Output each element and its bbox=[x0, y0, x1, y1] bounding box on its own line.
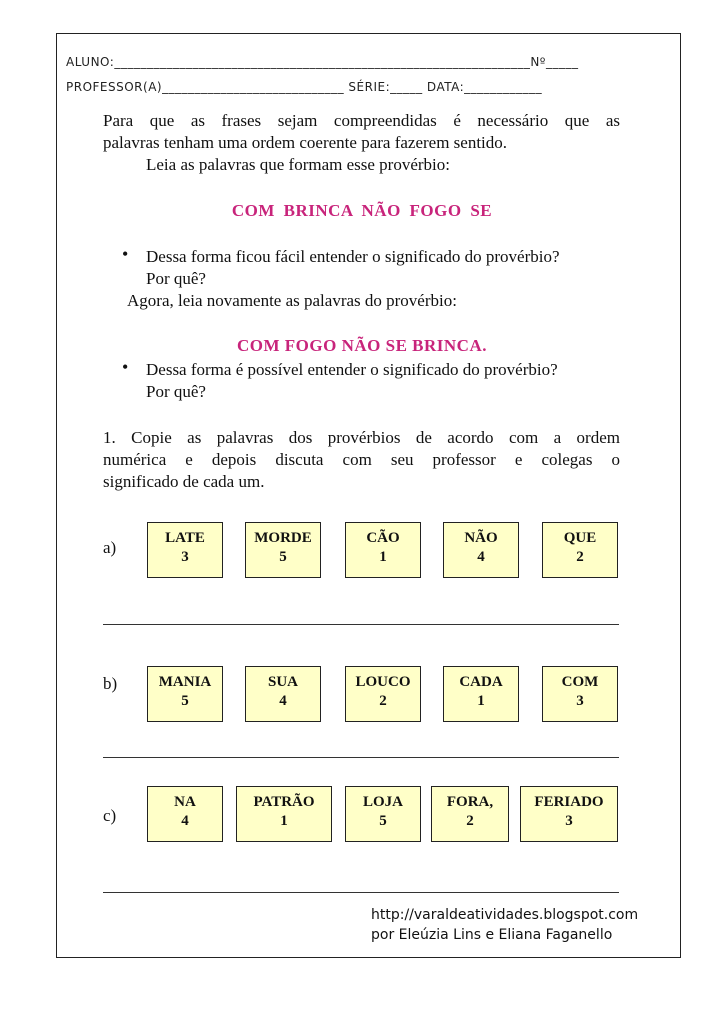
word-card bbox=[147, 666, 223, 722]
card-number: 3 bbox=[576, 693, 584, 709]
intro-line-3: Leia as palavras que formam esse provérbio: bbox=[146, 155, 450, 174]
card-number: 2 bbox=[576, 549, 584, 565]
footer-credit: por Eleúzia Lins e Eliana Faganello bbox=[371, 927, 613, 943]
card-word: MORDE bbox=[254, 530, 312, 546]
exercise-line-2: numérica e depois discuta com seu professor e colegas o bbox=[103, 450, 620, 469]
word-card bbox=[443, 522, 519, 578]
card-word: FORA, bbox=[446, 794, 494, 810]
proverb-scrambled: COM BRINCA NÃO FOGO SE bbox=[231, 201, 493, 220]
word-card bbox=[245, 666, 321, 722]
question-2-line-2: Por quê? bbox=[146, 382, 206, 401]
card-word: NA bbox=[174, 794, 196, 810]
word-card bbox=[443, 666, 519, 722]
word-card bbox=[520, 786, 618, 842]
proverb-ordered: COM FOGO NÃO SE BRINCA. bbox=[237, 336, 487, 355]
item-a-label: a) bbox=[103, 538, 117, 557]
word-card bbox=[245, 522, 321, 578]
teacher-grade-date-line: PROFESSOR(A)____________________________ SÉRIE:_____ DATA:____________ bbox=[66, 80, 543, 94]
card-number: 1 bbox=[280, 813, 288, 829]
word-card bbox=[147, 522, 223, 578]
item-b-label: b) bbox=[103, 674, 118, 693]
card-number: 5 bbox=[379, 813, 387, 829]
card-number: 3 bbox=[565, 813, 573, 829]
card-number: 1 bbox=[379, 549, 387, 565]
intro-line-2: palavras tenham uma ordem coerente para fazerem sentido. bbox=[103, 133, 508, 152]
word-card bbox=[345, 666, 421, 722]
card-number: 4 bbox=[279, 693, 287, 709]
card-number: 4 bbox=[181, 813, 189, 829]
exercise-line-1: 1. Copie as palavras dos provérbios de acordo com a ordem bbox=[103, 428, 620, 447]
intro-line-1: Para que as frases sejam compreendidas é necessário que as bbox=[103, 111, 620, 130]
card-number: 1 bbox=[477, 693, 485, 709]
bullet-2: • bbox=[122, 357, 129, 377]
word-card bbox=[236, 786, 332, 842]
card-number: 5 bbox=[279, 549, 287, 565]
answer-line-a bbox=[103, 624, 619, 625]
word-card bbox=[431, 786, 509, 842]
card-word: QUE bbox=[563, 530, 597, 546]
word-card bbox=[345, 786, 421, 842]
item-c-label: c) bbox=[103, 806, 117, 825]
answer-line-b bbox=[103, 757, 619, 758]
word-card bbox=[345, 522, 421, 578]
card-number: 4 bbox=[477, 549, 485, 565]
card-word: LOUCO bbox=[355, 674, 411, 690]
card-number: 2 bbox=[379, 693, 387, 709]
question-1-line-1: Dessa forma ficou fácil entender o significado do provérbio? bbox=[146, 247, 560, 266]
card-word: SUA bbox=[267, 674, 298, 690]
word-card bbox=[147, 786, 223, 842]
card-word: MANIA bbox=[158, 674, 212, 690]
card-number: 2 bbox=[466, 813, 474, 829]
card-word: CADA bbox=[459, 674, 503, 690]
read-again-text: Agora, leia novamente as palavras do provérbio: bbox=[127, 291, 457, 310]
card-word: NÃO bbox=[464, 530, 498, 546]
bullet-1: • bbox=[122, 244, 129, 264]
question-1-line-2: Por quê? bbox=[146, 269, 206, 288]
card-word: PATRÃO bbox=[253, 794, 315, 810]
question-2-line-1: Dessa forma é possível entender o significado do provérbio? bbox=[146, 360, 558, 379]
card-number: 3 bbox=[181, 549, 189, 565]
card-word: CÃO bbox=[366, 530, 400, 546]
word-card bbox=[542, 666, 618, 722]
card-number: 5 bbox=[181, 693, 189, 709]
word-card bbox=[542, 522, 618, 578]
answer-line-c bbox=[103, 892, 619, 893]
exercise-line-3: significado de cada um. bbox=[103, 472, 265, 491]
student-name-line: ALUNO:________________________________________________________________Nº_____ bbox=[66, 55, 579, 69]
card-word: LOJA bbox=[362, 794, 403, 810]
card-word: FERIADO bbox=[534, 794, 604, 810]
footer-url: http://varaldeatividades.blogspot.com bbox=[371, 907, 639, 923]
card-word: COM bbox=[561, 674, 599, 690]
card-word: LATE bbox=[165, 530, 205, 546]
